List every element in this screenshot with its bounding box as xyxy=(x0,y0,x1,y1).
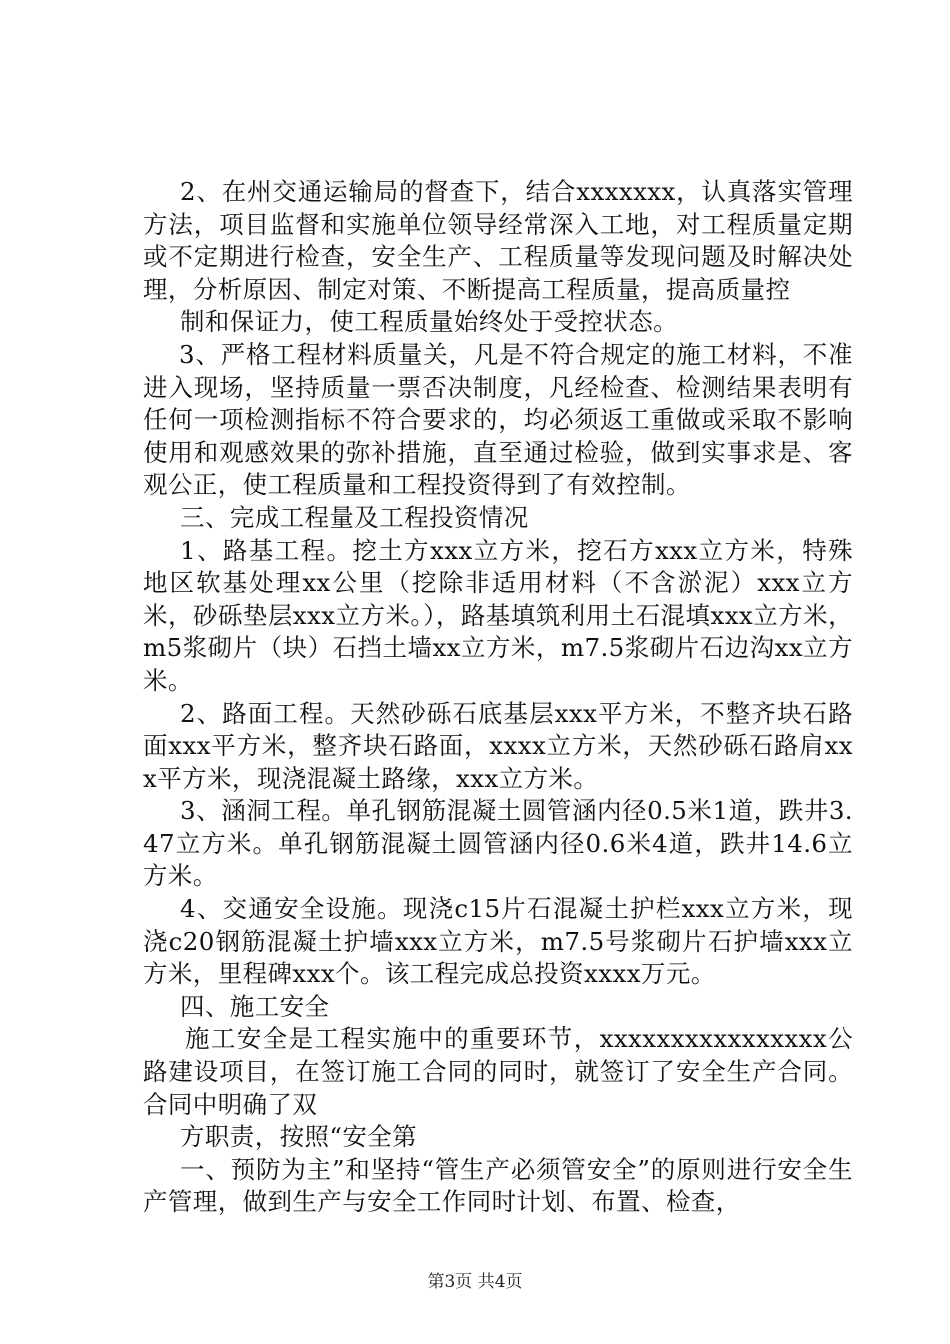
paragraph-safety-management: 一、预防为主”和坚持“管生产必须管安全”的原则进行安全生产管理，做到生产与安全工作同时计划、布置、检查， xyxy=(143,1154,853,1217)
section-heading-construction-safety: 四、施工安全 xyxy=(180,991,330,1021)
page-footer: 第3页 共4页 xyxy=(427,1272,523,1292)
paragraph-roadbed-works: 1、路基工程。挖土方xxx立方米，挖石方xxx立方米，特殊地区软基处理xx公里（挖除非适用材料（不含淤泥）xxx立方米，砂砾垫层xxx立方米。），路基填筑利用土石混填xxx立方米，m5浆砌片（块）石挡土墙xx立方米，m7.5浆砌片石边沟xx立方米。 xyxy=(143,535,853,695)
paragraph-pavement-works: 2、路面工程。天然砂砾石底基层xxx平方米，不整齐块石路面xxx平方米，整齐块石路面，xxxx立方米，天然砂砾石路肩xxx平方米，现浇混凝土路缘，xxx立方米。 xyxy=(143,698,853,793)
paragraph-culvert-works: 3、涵洞工程。单孔钢筋混凝土圆管涵内径0.5米1道，跌井3.47立方米。单孔钢筋混凝土圆管涵内径0.6米4道，跌井14.6立方米。 xyxy=(143,796,853,891)
paragraph-safety-contract: 施工安全是工程实施中的重要环节，xxxxxxxxxxxxxxxx公路建设项目，在签订施工合同的同时，就签订了安全生产合同。合同中明确了双 xyxy=(143,1024,853,1119)
paragraph-material-quality: 3、严格工程材料质量关，凡是不符合规定的施工材料，不准进入现场，坚持质量一票否决制度，凡经检查、检测结果表明有任何一项检测指标不符合要求的，均必须返工重做或采取不影响使用和观感效果的弥补措施，直至通过检验，做到实事求是、客观公正，使工程质量和工程投资得到了有效控制。 xyxy=(143,339,853,500)
section-heading-workload: 三、完成工程量及工程投资情况 xyxy=(180,502,529,532)
paragraph-quality-inspection: 2、在州交通运输局的督查下，结合xxxxxxx，认真落实管理方法，项目监督和实施单位领导经常深入工地，对工程质量定期或不定期进行检查，安全生产、工程质量等发现问题及时解决处理，分析原因、制定对策、不断提高工程质量，提高质量控 xyxy=(143,177,853,304)
paragraph-safety-facilities: 4、交通安全设施。现浇c15片石混凝土护栏xxx立方米，现浇c20钢筋混凝土护墙xxx立方米，m7.5号浆砌片石护墙xxx立方米，里程碑xxx个。该工程完成总投资xxxx万元。 xyxy=(143,894,853,989)
paragraph-quality-control: 制和保证力，使工程质量始终处于受控状态。 xyxy=(180,307,678,337)
paragraph-responsibilities: 方职责，按照“安全第 xyxy=(180,1122,418,1152)
document-body xyxy=(143,176,853,1219)
